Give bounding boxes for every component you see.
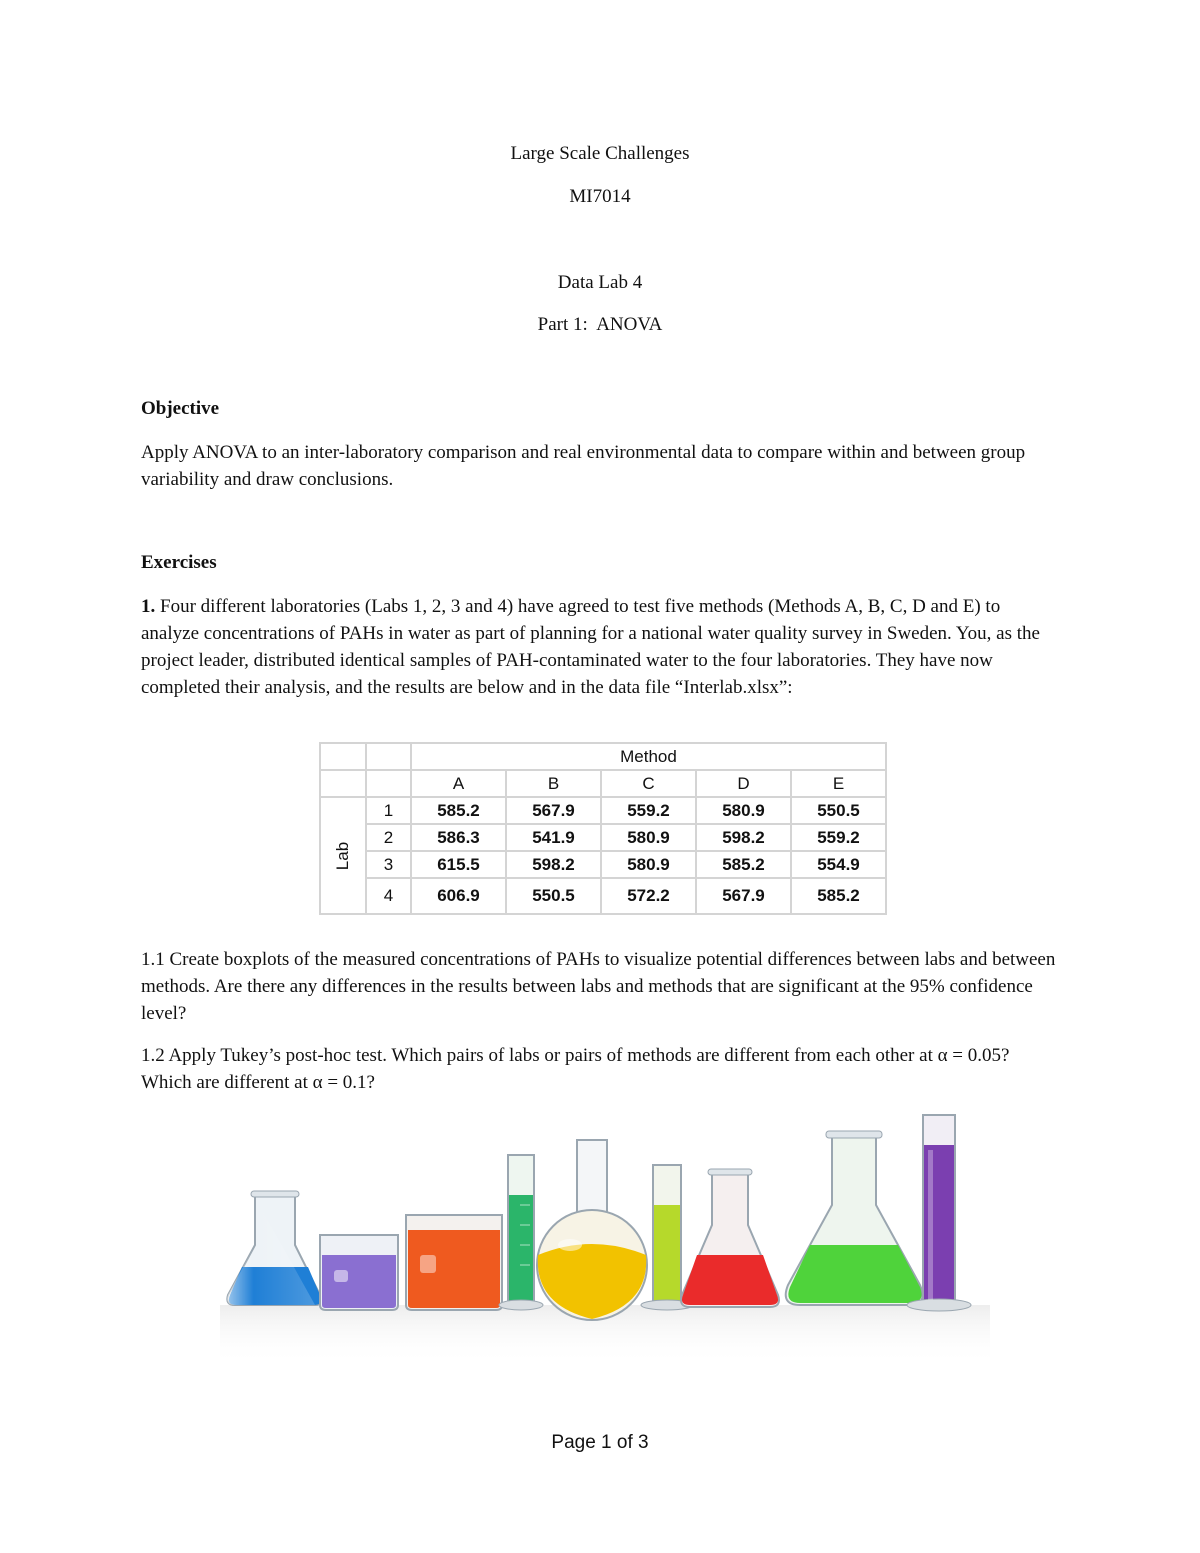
question-1-1: 1.1 Create boxplots of the measured concentrations of PAHs to visualize potential differences between labs and between methods. Are there any differences in the results between labs and methods that are significant at the 95% confidence level? [141, 949, 1056, 1024]
table-cell: 554.9 [791, 851, 886, 878]
objective-heading: Objective [141, 398, 220, 419]
question-1-2: 1.2 Apply Tukey’s post-hoc test. Which pairs of labs or pairs of methods are different from each other at α = 0.05? Which are different at α = 0.1? [141, 1045, 1010, 1093]
table-cell: 567.9 [506, 797, 601, 824]
table-cell: 585.2 [411, 797, 506, 824]
lab-number: 4 [366, 878, 411, 914]
lab-number: 2 [366, 824, 411, 851]
exercises-heading: Exercises [141, 552, 217, 573]
table-cell: 585.2 [696, 851, 791, 878]
blue-flask-icon [227, 1191, 321, 1305]
column-header-d: D [696, 770, 791, 797]
interlab-results-table [319, 742, 887, 915]
column-header-b: B [506, 770, 601, 797]
lab-header: Lab [333, 841, 352, 870]
table-cell: 567.9 [696, 878, 791, 914]
yellow-round-flask-icon [537, 1140, 647, 1320]
table-cell: 559.2 [791, 824, 886, 851]
table-row [320, 851, 886, 878]
objective-text: Apply ANOVA to an inter-laboratory comparison and real environmental data to compare within and between group variability and draw conclusions. [141, 442, 1026, 490]
table-cell: 559.2 [601, 797, 696, 824]
column-header-a: A [411, 770, 506, 797]
table-corner-cell [366, 743, 411, 770]
table-row [320, 878, 886, 914]
column-header-e: E [791, 770, 886, 797]
purple-beaker-icon [320, 1235, 398, 1310]
question-1-number: 1. [141, 596, 156, 617]
lab-header-cell [320, 797, 366, 914]
course-code: MI7014 [569, 186, 631, 207]
lab-title: Data Lab 4 [557, 272, 643, 293]
page-number: Page 1 of 3 [551, 1432, 649, 1453]
table-cell: 572.2 [601, 878, 696, 914]
question-1 [141, 593, 1061, 701]
table-cell: 580.9 [696, 797, 791, 824]
lab-glassware-image [220, 1105, 990, 1375]
lab-number: 1 [366, 797, 411, 824]
lab-number: 3 [366, 851, 411, 878]
table-cell: 598.2 [506, 851, 601, 878]
table-cell: 550.5 [506, 878, 601, 914]
table-cell: 598.2 [696, 824, 791, 851]
table-cell: 606.9 [411, 878, 506, 914]
table-row [320, 797, 886, 824]
part-title: Part 1: ANOVA [537, 314, 663, 335]
table-cell: 585.2 [791, 878, 886, 914]
table-cell: 580.9 [601, 824, 696, 851]
course-title: Large Scale Challenges [510, 143, 690, 164]
table-cell: 586.3 [411, 824, 506, 851]
table-cell: 615.5 [411, 851, 506, 878]
table-cell: 580.9 [601, 851, 696, 878]
table-header-row-method [320, 743, 886, 770]
green-flask-icon [786, 1131, 923, 1305]
column-header-c: C [601, 770, 696, 797]
table-header-row-columns [320, 770, 886, 797]
table-corner-cell [320, 743, 366, 770]
method-header: Method [411, 743, 886, 770]
red-flask-icon [681, 1169, 779, 1307]
question-1-text: Four different laboratories (Labs 1, 2, 3 and 4) have agreed to test five methods (Methods A, B, C, D and E) to analyze concentrations of PAHs in water as part of planning for a national water quality survey in Sweden. You, as the project leader, distributed identical samples of PAH-contaminated water to the four laboratories. They have now completed their analysis, and the results are below and in the data file “Interlab.xlsx”: [141, 596, 1040, 698]
table-cell: 541.9 [506, 824, 601, 851]
table-corner-cell [320, 770, 366, 797]
table-corner-cell [366, 770, 411, 797]
green-cylinder-icon [499, 1155, 543, 1310]
orange-beaker-icon [406, 1215, 502, 1310]
table-row [320, 824, 886, 851]
table-cell: 550.5 [791, 797, 886, 824]
